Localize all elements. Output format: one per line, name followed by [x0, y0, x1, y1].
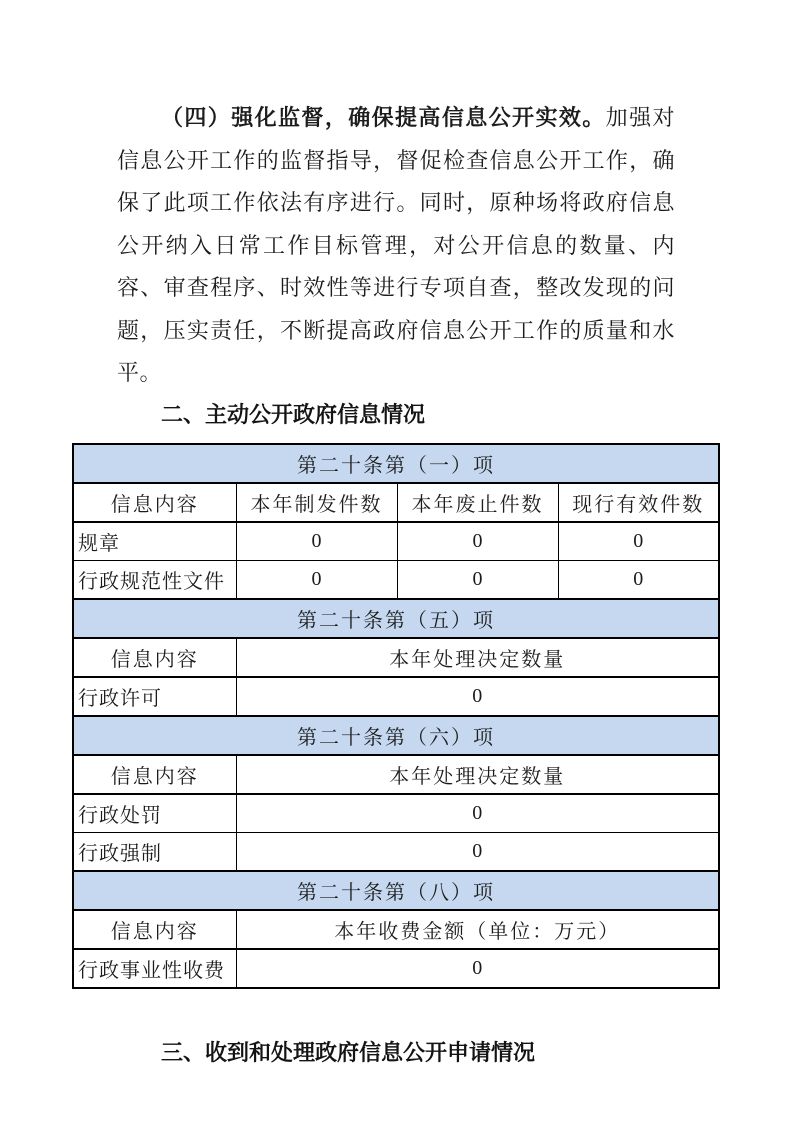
row-label: 行政强制 — [73, 832, 236, 871]
cell-value: 0 — [397, 522, 558, 561]
paragraph-body-text: 加强对信息公开工作的监督指导，督促检查信息公开工作，确保了此项工作依法有序进行。同时，原种场将政府信息公开纳入日常工作目标管理，对公开信息的数量、内容、审查程序、时效性等进行专项自查，整改发现的问题，压实责任，不断提高政府信息公开工作的质量和水平。 — [117, 105, 675, 385]
row-label: 行政规范性文件 — [73, 560, 236, 599]
table-row — [73, 949, 719, 988]
section-title: 第二十条第（六）项 — [73, 716, 719, 755]
heading-section-3: 三、收到和处理政府信息公开申请情况 — [161, 1039, 536, 1065]
column-header: 本年处理决定数量 — [236, 755, 719, 794]
table-section-title-row — [73, 444, 719, 483]
table-row — [73, 560, 719, 599]
section-title: 第二十条第（五）项 — [73, 599, 719, 638]
cell-value: 0 — [236, 560, 397, 599]
body-paragraph — [117, 97, 675, 395]
column-header: 本年制发件数 — [236, 483, 397, 522]
cell-value: 0 — [236, 949, 719, 988]
cell-value: 0 — [236, 522, 397, 561]
paragraph-bold-lead: （四）强化监督，确保提高信息公开实效。 — [161, 105, 606, 130]
table-column-header-row — [73, 483, 719, 522]
disclosure-statistics-table — [72, 443, 720, 989]
column-header: 本年处理决定数量 — [236, 638, 719, 677]
table-column-header-row — [73, 755, 719, 794]
column-header: 信息内容 — [73, 638, 236, 677]
cell-value: 0 — [236, 832, 719, 871]
table-row — [73, 794, 719, 833]
table-row — [73, 522, 719, 561]
table-column-header-row — [73, 910, 719, 949]
column-header: 本年收费金额（单位：万元） — [236, 910, 719, 949]
cell-value: 0 — [236, 677, 719, 716]
section-title: 第二十条第（八）项 — [73, 871, 719, 910]
table-row — [73, 832, 719, 871]
row-label: 行政许可 — [73, 677, 236, 716]
column-header: 信息内容 — [73, 755, 236, 794]
cell-value: 0 — [558, 522, 719, 561]
cell-value: 0 — [397, 560, 558, 599]
section-title: 第二十条第（一）项 — [73, 444, 719, 483]
column-header: 信息内容 — [73, 910, 236, 949]
column-header: 本年废止件数 — [397, 483, 558, 522]
column-header: 现行有效件数 — [558, 483, 719, 522]
row-label: 规章 — [73, 522, 236, 561]
table-row — [73, 677, 719, 716]
heading-section-2: 二、主动公开政府信息情况 — [161, 401, 426, 427]
row-label: 行政处罚 — [73, 794, 236, 833]
cell-value: 0 — [236, 794, 719, 833]
cell-value: 0 — [558, 560, 719, 599]
table-section-title-row — [73, 716, 719, 755]
row-label: 行政事业性收费 — [73, 949, 236, 988]
table-column-header-row — [73, 638, 719, 677]
column-header: 信息内容 — [73, 483, 236, 522]
table-section-title-row — [73, 871, 719, 910]
table-section-title-row — [73, 599, 719, 638]
